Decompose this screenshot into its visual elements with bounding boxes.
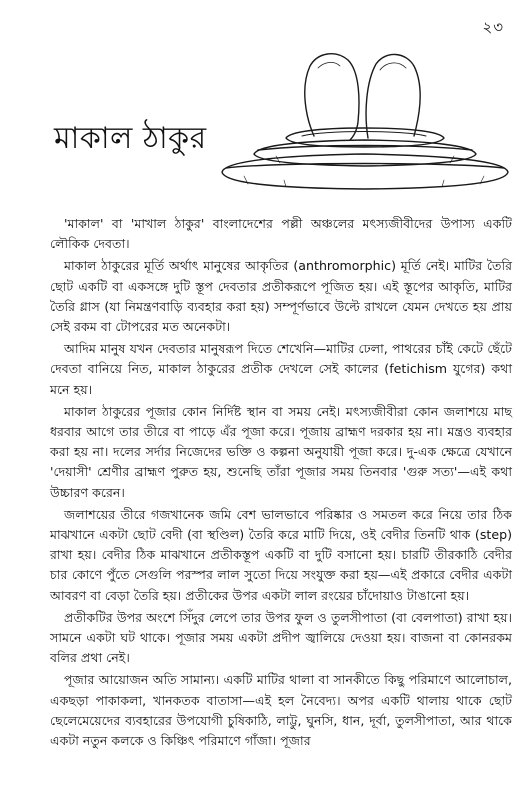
page-title: মাকাল ঠাকুর — [54, 121, 207, 156]
paragraph-6: প্রতীকটির উপর অংশে সিঁদুর লেপে তার উপর ফুল ও তুলসীপাতা (বা বেলপাতা) রাখা হয়। সামনে একটা ঘট থাকে। পূজার সময় একটা প্রদীপ জ্বালিয়ে দেওয়া হয়। বাজনা বা কোনরকম বলির প্রথা নেই। — [50, 609, 512, 666]
paragraph-4: মাকাল ঠাকুরের পূজার কোন নির্দিষ্ট স্থান বা সময় নেই। মৎস্যজীবীরা কোন জলাশয়ে মাছ ধরবার আগে তার তীরে বা পাড়ে এঁর পূজা করে। পূজায় ব্রাহ্মণ দরকার হয় না। মন্ত্রও ব্যবহার করা হয় না। দলের সর্দার নিজেদের ভক্তি ও কল্পনা অনুযায়ী পূজা করে। দু-এক ক্ষেত্রে যেখানে 'দেয়াসী' শ্রেণীর ব্রাহ্মণ পুরুত হয়, শুনেছি তাঁরা পূজার সময় তিনবার 'গুরু সত্য'—এই কথা উচ্চারণ করেন। — [50, 403, 512, 500]
paragraph-2: মাকাল ঠাকুরের মূর্তি অর্থাৎ মানুষের আকৃতির (anthromorphic) মূর্তি নেই। মাটির তৈরি ছোট একটি বা একসঙ্গে দুটি স্তূপ দেবতার প্রতীকরূপে পূজিত হয়। এই স্তূপের আকৃতি, মাটির তৈরি গ্লাস (যা নিমন্ত্রণবাড়ি ব্যবহার করা হয়) সম্পূর্ণভাবে উল্টে রাখলে যেমন দেখতে হয় প্রায় সেই রকম বা টোপরের মত অনেকটা। — [50, 258, 512, 335]
paragraph-5: জলাশয়ের তীরে গজখানেক জমি বেশ ভালভাবে পরিষ্কার ও সমতল করে নিয়ে তার ঠিক মাঝখানে একটা ছোট বেদী (বা স্থণ্ডিল) তৈরি করে মাটি দিয়ে, ওই বেদীর তিনটি থাক (step) রাখা হয়। বেদীর ঠিক মাঝখানে প্রতীকস্তূপ একটি বা দুটি বসানো হয়। চারটি তীরকাঠি বেদীর চার কোণে পুঁতে সেগুলি পরস্পর লাল সুতো দিয়ে সংযুক্ত করা হয়—এই প্রকারে বেদীর একটা আবরণ বা বেড়া তৈরি হয়। প্রতীকের উপর একটা লাল রংয়ের চাঁদোয়াও টাঙানো হয়। — [50, 506, 512, 603]
paragraph-1: 'মাকাল' বা 'মাখাল ঠাকুর' বাংলাদেশের পল্লী অঞ্চলের মৎস্যজীবীদের উপাস্য একটি লৌকিক দেবতা। — [50, 216, 512, 252]
article-body — [50, 214, 512, 753]
makal-thakur-stone-icon — [214, 44, 514, 192]
paragraph-7: পূজার আয়োজন অতি সামান্য। একটি মাটির থালা বা সানকীতে কিছু পরিমাণে আলোচাল, একছড়া পাকাকলা, খানকতক বাতাসা—এই হল নৈবেদ্য। অপর একটি থালায় থাকে ছোট ছেলেমেয়েদের ব্যবহারের উপযোগী চুষিকাঠি, লাট্টু, ঘুনসি, ধান, দূর্বা, তুলসীপাতা, আর থাকে একটা নতুন কলকে ও কিঞ্চিৎ পরিমাণে গাঁজা। পূজার — [50, 672, 512, 749]
page-number: ২৩ — [482, 18, 504, 36]
paragraph-3: আদিম মানুষ যখন দেবতার মানুষরূপ দিতে শেখেনি—মাটির ঢেলা, পাথরের চাঁই কেটে ছেঁটে দেবতা বানিয়ে নিত, মাকাল ঠাকুরের প্রতীক দেখলে সেই কালের (fetichism যুগের) কথা মনে হয়। — [50, 341, 512, 397]
